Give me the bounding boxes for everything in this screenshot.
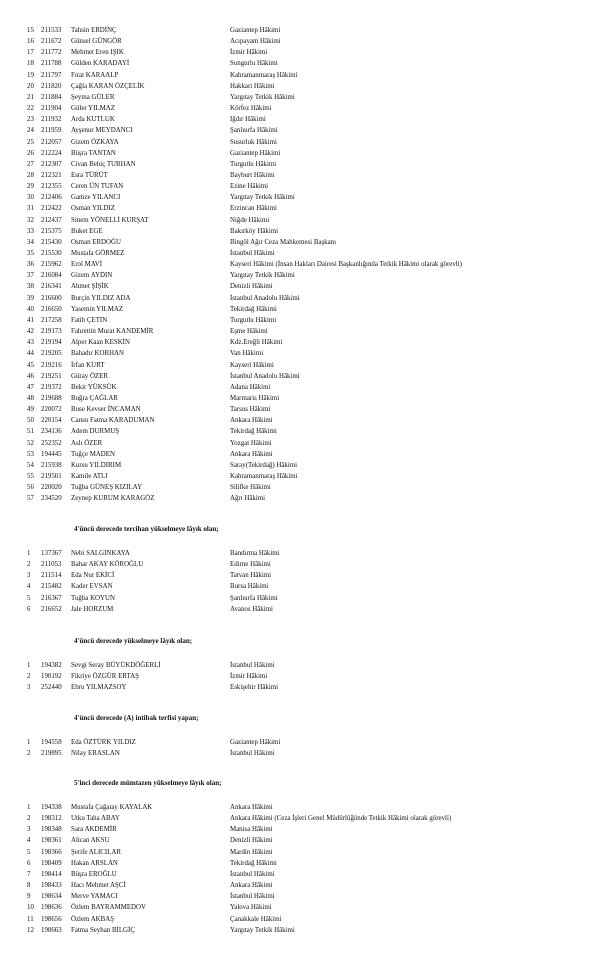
person-name: Alper Kaan KESKİN: [71, 339, 130, 347]
duty-station: İstanbul Hâkimi: [230, 893, 275, 901]
person-name: Buse Kevser İNCAMAN: [71, 406, 141, 414]
registry-number: 211904: [41, 105, 62, 113]
registry-number: 211672: [41, 38, 62, 46]
duty-station: Silifke Hâkimi: [230, 484, 271, 492]
duty-station: Manisa Hâkimi: [230, 826, 273, 834]
person-name: Ahmet ŞİŞİK: [71, 283, 109, 291]
row-number: 18: [27, 60, 34, 68]
person-name: Tuğba KOYUN: [71, 594, 115, 602]
person-name: Kamile ATLI: [71, 473, 108, 480]
registry-number: 216084: [41, 272, 62, 280]
row-number: 19: [27, 71, 34, 79]
registry-number: 252440: [41, 684, 62, 692]
row-number: 2: [27, 750, 31, 758]
row-number: 5: [27, 848, 31, 856]
registry-number: 194338: [41, 804, 62, 811]
person-name: Ayşenur MEYDANCI: [71, 127, 133, 135]
duty-station: Turgutlu Hâkimi: [230, 160, 277, 168]
duty-station: Tekirdağ Hâkimi: [230, 305, 277, 313]
registry-number: 220072: [41, 406, 62, 414]
duty-station: İstanbul Hâkimi: [230, 870, 275, 878]
registry-number: 234520: [41, 495, 62, 503]
duty-station: Yargıtay Tetkik Hâkimi: [230, 194, 295, 202]
row-number: 24: [27, 127, 34, 135]
duty-station: Tarsus Hâkimi: [230, 406, 271, 414]
registry-number: 211514: [41, 572, 62, 580]
person-name: Kader EVSAN: [71, 583, 113, 591]
row-number: 48: [27, 394, 34, 402]
row-number: 38: [27, 283, 34, 291]
duty-station: Bingöl Ağır Ceza Mahkemesi Başkanı: [230, 238, 337, 246]
registry-number: 219216: [41, 361, 62, 369]
duty-station: Marmaris Hâkimi: [230, 394, 280, 402]
person-name: Tuğba GÜNEŞ KIZILAY: [71, 484, 143, 492]
duty-station: Gaziantep Hâkimi: [230, 739, 281, 746]
registry-number: 212057: [41, 138, 62, 146]
duty-station: Denizli Hâkimi: [230, 837, 273, 845]
duty-station: İstanbul Hâkimi: [230, 662, 275, 669]
person-name: Büşra TANTAN: [71, 149, 116, 157]
section-heading: 5'inci derecede mümtazen yükselmeye lâyık olan;: [74, 779, 222, 787]
person-name: Ebru YILMAZSOY: [71, 684, 127, 692]
registry-number: 212224: [41, 149, 62, 157]
registry-number: 216652: [41, 605, 62, 613]
registry-number: 211053: [41, 561, 62, 569]
duty-station: Adana Hâkimi: [230, 383, 271, 391]
person-name: Aslı ÖZER: [71, 439, 103, 447]
person-name: Büşra EROĞLU: [71, 870, 117, 878]
person-name: Buğra ÇAĞLAR: [71, 394, 118, 402]
registry-number: 219173: [41, 328, 62, 336]
registry-number: 211772: [41, 49, 62, 57]
row-number: 4: [27, 837, 31, 845]
person-name: Alican AKSU: [71, 837, 110, 845]
duty-station: Bayburt Hâkimi: [230, 171, 275, 179]
row-number: 56: [27, 484, 34, 492]
person-name: Merve YAMACI: [71, 893, 118, 901]
person-name: Eda Nur EKİCİ: [71, 572, 115, 580]
row-number: 7: [27, 870, 31, 878]
person-name: Nilay ERASLAN: [71, 750, 120, 758]
duty-station: Iğdır Hâkimi: [230, 116, 266, 124]
row-number: 25: [27, 138, 34, 146]
registry-number: 211884: [41, 93, 62, 101]
person-name: Civan Behiç TURHAN: [71, 160, 136, 168]
registry-number: 216650: [41, 305, 62, 313]
duty-station: Kdz.Ereğli Hâkimi: [230, 339, 283, 347]
registry-number: 220154: [41, 417, 62, 425]
row-number: 3: [27, 826, 31, 834]
person-name: Yasemin YILMAZ: [71, 305, 124, 313]
person-name: Bahadır KORHAN: [71, 350, 125, 358]
person-name: Fatma Seyhan BİLGİÇ: [71, 926, 135, 934]
person-name: Fatih ÇETİN: [71, 316, 108, 324]
row-number: 51: [27, 428, 34, 436]
row-number: 26: [27, 149, 34, 157]
person-name: Nebi SALGINKAYA: [71, 550, 130, 557]
registry-number: 198414: [41, 870, 62, 878]
person-name: Sevgi Seray BÜYÜKDÖĞERLİ: [71, 662, 161, 669]
row-number: 29: [27, 183, 34, 191]
row-number: 41: [27, 316, 34, 324]
person-name: Bekir YÜKSÜK: [71, 383, 117, 391]
section-heading: 4'üncü derecede yükselmeye lâyık olan;: [74, 637, 193, 645]
row-number: 2: [27, 815, 31, 823]
registry-number: 198312: [41, 815, 62, 823]
registry-number: 219895: [41, 750, 62, 758]
row-number: 1: [27, 739, 31, 746]
registry-number: 194445: [41, 450, 62, 458]
duty-station: Tekirdağ Hâkimi: [230, 859, 277, 867]
row-number: 49: [27, 406, 34, 414]
row-number: 57: [27, 495, 34, 503]
person-name: Güray ÖZER: [71, 372, 108, 380]
row-number: 30: [27, 194, 34, 202]
person-name: Utku Taha ABAY: [71, 815, 120, 823]
registry-number: 198433: [41, 882, 62, 890]
person-name: Osman ERDOĞU: [71, 238, 121, 246]
registry-number: 194558: [41, 739, 62, 746]
registry-number: 198409: [41, 859, 62, 867]
duty-station: Tatvan Hâkimi: [230, 572, 272, 580]
registry-number: 198656: [41, 915, 62, 923]
row-number: 2: [27, 561, 31, 569]
registry-number: 215430: [41, 238, 62, 246]
registry-number: 216341: [41, 283, 62, 291]
section-heading: 4'üncü derecede (A) intibak terfisi yapan;: [74, 714, 199, 722]
registry-number: 215482: [41, 583, 62, 591]
registry-number: 211932: [41, 116, 62, 124]
registry-number: 212437: [41, 216, 62, 224]
registry-number: 219501: [41, 473, 62, 480]
duty-station: İstanbul Anadolu Hâkimi: [230, 372, 300, 380]
row-number: 32: [27, 216, 34, 224]
row-number: 23: [27, 116, 34, 124]
row-number: 46: [27, 372, 34, 380]
person-name: Gülden KARADAYİ: [71, 60, 130, 68]
row-number: 36: [27, 261, 34, 269]
duty-station: Kahramanmaraş Hâkimi: [230, 71, 298, 79]
duty-station: İzmir Hâkimi: [230, 673, 268, 681]
duty-station: Bursa Hâkimi: [230, 583, 269, 591]
row-number: 31: [27, 205, 34, 213]
registry-number: 234136: [41, 428, 62, 436]
row-number: 34: [27, 238, 34, 246]
duty-station: Körfez Hâkimi: [230, 105, 272, 113]
row-number: 6: [27, 605, 31, 613]
row-number: 37: [27, 272, 34, 280]
registry-number: 211797: [41, 71, 62, 79]
row-number: 4: [27, 583, 31, 591]
duty-station: Acıpayam Hâkimi: [230, 38, 281, 46]
person-name: Fahrettin Murat KANDEMİR: [71, 328, 154, 336]
row-number: 3: [27, 572, 31, 580]
registry-number: 212406: [41, 194, 62, 202]
duty-station: Saray(Tekirdağ) Hâkimi: [230, 461, 298, 469]
registry-number: 215938: [41, 461, 62, 469]
registry-number: 219688: [41, 394, 62, 402]
row-number: 33: [27, 227, 34, 235]
duty-station: Mardin Hâkimi: [230, 848, 273, 856]
duty-station: Şanlıurfa Hâkimi: [230, 594, 278, 602]
duty-station: Çanakkale Hâkimi: [230, 915, 282, 923]
person-name: Osman YILDIZ: [71, 205, 115, 213]
row-number: 15: [27, 27, 34, 34]
duty-station: Ağrı Hâkimi: [230, 495, 266, 503]
duty-station: Ankara Hâkimi: [230, 882, 273, 890]
duty-station: Edirne Hâkimi: [230, 561, 271, 569]
registry-number: 198361: [41, 837, 62, 845]
duty-station: Susurluk Hâkimi: [230, 138, 277, 146]
registry-number: 194382: [41, 662, 62, 669]
row-number: 28: [27, 171, 34, 179]
person-name: Şerife ALICILAR: [71, 848, 121, 856]
person-name: Özlem AKBAŞ: [71, 915, 115, 923]
duty-station: Kayseri Hâkimi (İnsan Hakları Dairesi Başkanlığında Tetkik Hâkimi olarak görevli): [230, 261, 462, 269]
row-number: 39: [27, 294, 34, 302]
registry-number: 220020: [41, 484, 62, 492]
registry-number: 217258: [41, 316, 62, 324]
row-number: 11: [27, 915, 34, 923]
person-name: Fikriye ÖZGÜR ERTAŞ: [71, 673, 139, 681]
person-name: Tahsin ERDİNÇ: [71, 27, 117, 34]
person-name: Arda KUTLUK: [71, 116, 115, 124]
registry-number: 137367: [41, 550, 62, 557]
person-name: Şeyma GÜLER: [71, 93, 115, 101]
duty-station: İstanbul Anadolu Hâkimi: [230, 294, 300, 302]
duty-station: İzmir Hâkimi: [230, 49, 268, 57]
row-number: 21: [27, 93, 34, 101]
duty-station: Kahramanmaraş Hâkimi: [230, 473, 298, 480]
duty-station: Tekirdağ Hâkimi: [230, 428, 277, 436]
row-number: 55: [27, 473, 34, 480]
row-number: 8: [27, 882, 31, 890]
row-number: 47: [27, 383, 34, 391]
person-name: Hakan ARSLAN: [71, 859, 118, 867]
registry-number: 216600: [41, 294, 62, 302]
duty-station: Eskişehir Hâkimi: [230, 684, 279, 692]
person-name: Güler YILMAZ: [71, 105, 115, 113]
row-number: 52: [27, 439, 34, 447]
registry-number: 219372: [41, 383, 62, 391]
duty-station: Yargıtay Tetkik Hâkimi: [230, 926, 295, 934]
person-name: Tuğçe MADEN: [71, 450, 115, 458]
person-name: Mustafa Çağatay KAYALAK: [71, 804, 153, 811]
row-number: 45: [27, 361, 34, 369]
registry-number: 252352: [41, 439, 62, 447]
registry-number: 212307: [41, 160, 62, 168]
person-name: Esra TÜRÜT: [71, 171, 108, 179]
duty-station: Hakkari Hâkimi: [230, 82, 275, 90]
duty-station: Bandırma Hâkimi: [230, 550, 280, 557]
person-name: Cansu Fatma KARADUMAN: [71, 417, 155, 425]
row-number: 22: [27, 105, 34, 113]
row-number: 54: [27, 461, 34, 469]
duty-station: Van Hâkimi: [230, 350, 264, 358]
row-number: 43: [27, 339, 34, 347]
duty-station: Yargıtay Tetkik Hâkimi: [230, 93, 295, 101]
row-number: 1: [27, 804, 31, 811]
registry-number: 216367: [41, 594, 62, 602]
person-name: Fırat KARAALP: [71, 71, 119, 79]
row-number: 3: [27, 684, 31, 692]
row-number: 6: [27, 859, 31, 867]
duty-station: Gaziantep Hâkimi: [230, 149, 281, 157]
duty-station: Bakırköy Hâkimi: [230, 227, 279, 235]
person-name: Bahar AKAY KÖROĞLU: [71, 561, 144, 569]
registry-number: 198366: [41, 848, 62, 856]
row-number: 53: [27, 450, 34, 458]
registry-number: 219251: [41, 372, 62, 380]
duty-station: Kayseri Hâkimi: [230, 361, 274, 369]
person-name: Çağla KARAN ÖZÇELİK: [71, 82, 145, 90]
row-number: 1: [27, 550, 31, 557]
duty-station: Ankara Hâkimi: [230, 450, 273, 458]
row-number: 12: [27, 926, 34, 934]
registry-number: 211533: [41, 27, 62, 34]
row-number: 17: [27, 49, 34, 57]
registry-number: 215375: [41, 227, 62, 235]
registry-number: 219194: [41, 339, 62, 347]
person-name: Mustafa GÖRMEZ: [71, 250, 125, 257]
registry-number: 198634: [41, 893, 62, 901]
person-name: Mehmet Eren IŞIK: [71, 49, 124, 57]
person-name: Eda ÖZTÜRK YILDIZ: [71, 739, 136, 746]
duty-station: Ankara Hâkimi: [230, 417, 273, 425]
duty-station: İstanbul Hâkimi: [230, 750, 275, 758]
duty-station: Sungurlu Hâkimi: [230, 60, 278, 68]
row-number: 50: [27, 417, 34, 425]
duty-station: Denizli Hâkimi: [230, 283, 273, 291]
person-name: Kursu YILDIRIM: [71, 461, 122, 469]
person-name: Jale HORZUM: [71, 605, 114, 613]
duty-station: İstanbul Hâkimi: [230, 250, 275, 257]
row-number: 35: [27, 250, 34, 257]
duty-station: Ankara Hâkimi (Ceza İşleri Genel Müdürlüğünde Tetkik Hâkimi olarak görevli): [230, 815, 452, 823]
row-number: 20: [27, 82, 34, 90]
duty-station: Yargıtay Tetkik Hâkimi: [230, 272, 295, 280]
person-name: Ceren ÜN TUFAN: [71, 183, 124, 191]
person-name: Burçin YILDIZ ADA: [71, 294, 131, 302]
row-number: 42: [27, 328, 34, 336]
duty-station: Ezine Hâkimi: [230, 183, 269, 191]
section-heading: 4'üncü derecede tercihan yükselmeye lâyık olan;: [74, 525, 219, 533]
person-name: Gamze YILANCI: [71, 194, 121, 202]
registry-number: 198663: [41, 926, 62, 934]
person-name: Erol MAVİ: [71, 261, 103, 269]
row-number: 2: [27, 673, 31, 681]
row-number: 5: [27, 594, 31, 602]
duty-station: Yozgat Hâkimi: [230, 439, 272, 447]
registry-number: 212355: [41, 183, 62, 191]
duty-station: Gaziantep Hâkimi: [230, 27, 281, 34]
registry-number: 211959: [41, 127, 62, 135]
registry-number: 211820: [41, 82, 62, 90]
person-name: Gizem ÖZKAYA: [71, 138, 119, 146]
duty-station: Şanlıurfa Hâkimi: [230, 127, 278, 135]
duty-station: Erzincan Hâkimi: [230, 205, 277, 213]
row-number: 16: [27, 38, 34, 46]
person-name: Zeynep KURUM KARAGÖZ: [71, 495, 155, 503]
duty-station: Yalova Hâkimi: [230, 904, 272, 912]
row-number: 1: [27, 662, 31, 669]
duty-station: Ankara Hâkimi: [230, 804, 273, 811]
person-name: Hacı Mehmet AŞCİ: [71, 882, 126, 890]
person-name: Gizem AYDIN: [71, 272, 113, 280]
person-name: Özlem BAYRAMMEDOV: [71, 904, 146, 912]
registry-number: 212422: [41, 205, 62, 213]
row-number: 9: [27, 893, 31, 901]
registry-number: 198636: [41, 904, 62, 912]
registry-number: 211788: [41, 60, 62, 68]
registry-number: 190192: [41, 673, 62, 681]
registry-number: 215530: [41, 250, 62, 257]
person-name: İrfan KURT: [71, 361, 105, 369]
registry-number: 198348: [41, 826, 62, 834]
person-name: Sinem YÖNELLİ KURŞAT: [71, 216, 149, 224]
duty-station: Avanos Hâkimi: [230, 605, 273, 613]
person-name: Günsel GÜNGÖR: [71, 38, 122, 46]
duty-station: Niğde Hâkimi: [230, 216, 270, 224]
person-name: Adem DURMUŞ: [71, 428, 120, 436]
duty-station: Eşme Hâkimi: [230, 328, 268, 336]
row-number: 27: [27, 160, 34, 168]
registry-number: 215962: [41, 261, 62, 269]
row-number: 40: [27, 305, 34, 313]
row-number: 44: [27, 350, 34, 358]
person-name: Buket EGE: [71, 227, 103, 235]
duty-station: Turgutlu Hâkimi: [230, 316, 277, 324]
registry-number: 219205: [41, 350, 62, 358]
registry-number: 212321: [41, 171, 62, 179]
person-name: Sara AKDEMİR: [71, 826, 117, 834]
row-number: 10: [27, 904, 34, 912]
